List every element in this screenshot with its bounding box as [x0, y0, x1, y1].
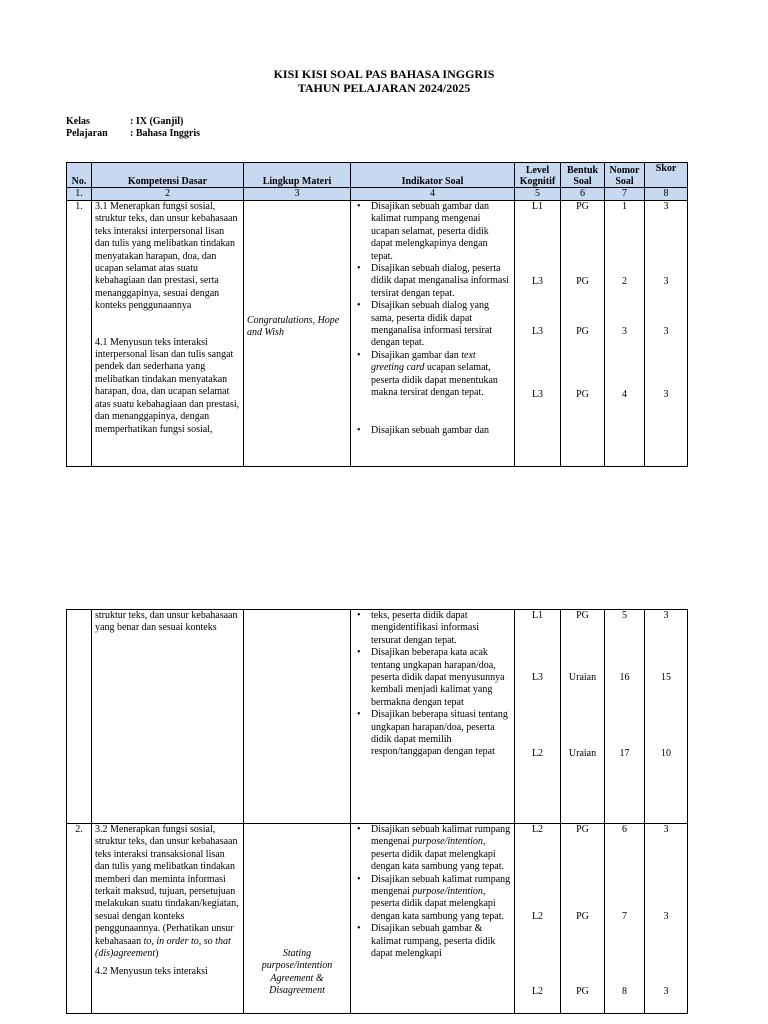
col-number: 8: [645, 188, 688, 201]
level-value: L1: [531, 201, 544, 212]
indikator-cell: [351, 824, 515, 1014]
level-value: L3: [531, 326, 544, 337]
skor-value: 15: [661, 672, 671, 683]
level-value: L3: [531, 672, 544, 683]
indikator-item: • Disajikan sebuah gambar dan kalimat rumpang mengenai ucapan selamat, peserta didik dapat melengkapinya dengan tepat.: [354, 201, 511, 263]
indikator-item: • Disajikan sebuah dialog, peserta didik dapat menganalisa informasi tersirat dengan tepat.: [354, 263, 511, 300]
bentuk-value: Uraian: [568, 672, 597, 683]
skor-value: 3: [663, 986, 669, 997]
nomor-soal-cell: [605, 201, 645, 467]
header-indikator-soal: Indikator Soal: [351, 163, 515, 188]
skor-value: 3: [663, 824, 669, 835]
indikator-item: • Disajikan beberapa kata acak tentang ungkapan harapan/doa, peserta didik dapat menyusunnya kembali menjadi kalimat yang bermakna dengan tepat: [354, 647, 511, 709]
col-number: 6: [561, 188, 605, 201]
header-nomor-soal: Nomor Soal: [605, 163, 645, 188]
bentuk-value: PG: [576, 610, 589, 621]
skor-value: 3: [663, 911, 669, 922]
header-skor: Skor: [645, 163, 688, 188]
document-title: KISI KISI SOAL PAS BAHASA INGGRIS: [273, 67, 495, 81]
indikator-item: • Disajikan beberapa situasi tentang ungkapan harapan/doa, peserta didik dapat memilih respon/tanggapan dengan tepat: [354, 709, 511, 759]
bentuk-value: PG: [576, 276, 589, 287]
column-number-row: [67, 188, 688, 201]
header-lingkup-materi: Lingkup Materi: [244, 163, 351, 188]
col-number: 3: [244, 188, 351, 201]
table-row: [67, 610, 688, 824]
header-no: No.: [67, 163, 92, 188]
nomor-value: 6: [622, 824, 627, 835]
skor-value: 3: [663, 201, 669, 212]
pelajaran-label: Pelajaran: [66, 128, 108, 139]
indikator-item: • Disajikan sebuah gambar dan: [354, 425, 511, 437]
indikator-item: • Disajikan sebuah kalimat rumpang mengenai purpose/intention, peserta didik dapat melengkapi dengan kata sambung yang tepat.: [354, 874, 511, 924]
table-row: [67, 201, 688, 467]
bentuk-soal-cell: [561, 824, 605, 1014]
col-number: 7: [605, 188, 645, 201]
level-value: L2: [531, 748, 544, 759]
level-value: L2: [531, 986, 544, 997]
header-level-kognitif: Level Kognitif: [515, 163, 561, 188]
nomor-value: 8: [622, 986, 627, 997]
nomor-value: 1: [622, 201, 627, 212]
kompetensi-dasar-cell: [92, 610, 244, 824]
indikator-cell: [351, 201, 515, 467]
indikator-item: • teks, peserta didik dapat mengidentifikasi informasi tersurat dengan tepat.: [354, 610, 511, 647]
nomor-soal-cell: [605, 824, 645, 1014]
nomor-value: 17: [619, 748, 630, 759]
level-value: L2: [531, 911, 544, 922]
nomor-value: 2: [622, 276, 627, 287]
kd-text: 3.2 Menerapkan fungsi sosial, struktur teks, dan unsur kebahasaan teks interaksi transaksional lisan dan tulis yang melibatkan tindakan memberi dan meminta informasi terkait maksud, tujuan, persetujuan melakukan suatu tindakan/kegiatan, sesuai dengan konteks penggunaannya. (Perhatikan unsur kebahasaan to, in order to, so that (dis)agreement): [95, 824, 239, 960]
level-value: L2: [531, 824, 544, 835]
kd-text: 4.2 Menyusun teks interaksi: [95, 966, 208, 978]
kd-text: struktur teks, dan unsur kebahasaan yang benar dan sesuai konteks: [95, 610, 238, 634]
row-number: 1.: [67, 201, 92, 467]
col-number: 4: [351, 188, 515, 201]
kd-text: 4.1 Menyusun teks interaksi interpersonal lisan dan tulis sangat pendek dan sederhana yang melibatkan tindakan menyatakan harapan, doa, dan ucapan selamat atas suatu kebahagiaan dan prestasi, dan menanggapinya, dengan memperhatikan fungsi sosial,: [95, 336, 240, 435]
bentuk-value: PG: [576, 824, 589, 835]
row-number: [67, 610, 92, 824]
header-kompetensi-dasar: Kompetensi Dasar: [92, 163, 244, 188]
skor-value: 10: [661, 748, 671, 759]
bentuk-value: PG: [576, 911, 589, 922]
nomor-value: 4: [622, 389, 627, 400]
nomor-value: 5: [622, 610, 627, 621]
skor-value: 3: [663, 389, 669, 400]
materi-text: Stating purpose/intention Agreement & Disagreement: [261, 948, 333, 997]
materi-text: Congratulations, Hope and Wish: [247, 315, 340, 339]
col-number: 2: [92, 188, 244, 201]
pelajaran-value: : Bahasa Inggris: [130, 128, 201, 139]
col-number: 5: [515, 188, 561, 201]
indikator-item: • Disajikan sebuah dialog yang sama, peserta didik dapat menganalisa informasi tersirat dengan tepat.: [354, 300, 511, 350]
nomor-value: 16: [619, 672, 630, 683]
skor-cell: [645, 610, 688, 824]
bentuk-value: PG: [576, 986, 589, 997]
skor-value: 3: [663, 326, 669, 337]
bentuk-soal-cell: [561, 201, 605, 467]
row-number: 2.: [67, 824, 92, 1014]
nomor-value: 7: [622, 911, 627, 922]
header-bentuk-soal: Bentuk Soal: [561, 163, 605, 188]
indikator-cell: [351, 610, 515, 824]
indikator-item: • Disajikan gambar dan text greeting card ucapan selamat, peserta didik dapat menentukan makna tersirat dengan tepat.: [354, 350, 511, 400]
nomor-soal-cell: [605, 610, 645, 824]
bentuk-value: PG: [576, 389, 589, 400]
indikator-item: • Disajikan sebuah gambar & kalimat rumpang, peserta didik dapat melengkapi: [354, 923, 511, 960]
table-row: [67, 824, 688, 1014]
kelas-label: Kelas: [66, 116, 90, 127]
skor-cell: [645, 824, 688, 1014]
document-subtitle: TAHUN PELAJARAN 2024/2025: [297, 81, 471, 95]
bentuk-value: Uraian: [568, 748, 597, 759]
level-kognitif-cell: [515, 201, 561, 467]
kompetensi-dasar-cell: [92, 824, 244, 1014]
lingkup-materi-cell: [244, 824, 351, 1014]
skor-cell: [645, 201, 688, 467]
bentuk-soal-cell: [561, 610, 605, 824]
meta-pelajaran: [66, 128, 200, 140]
level-value: L3: [531, 276, 544, 287]
level-value: L1: [531, 610, 544, 621]
lingkup-materi-cell: [244, 610, 351, 824]
bentuk-value: PG: [576, 326, 589, 337]
table-header-row: [67, 163, 688, 188]
meta-kelas: [66, 116, 183, 128]
kd-text: 3.1 Menerapkan fungsi sosial, struktur teks, dan unsur kebahasaan teks interaksi interpersonal lisan dan tulis yang melibatkan tindakan menyatakan harapan, doa, dan ucapan selamat atas suatu kebahagiaan dan prestasi, serta menanggapinya, sesuai dengan konteks penggunaannya: [95, 201, 238, 312]
bentuk-value: PG: [576, 201, 589, 212]
skor-value: 3: [663, 276, 669, 287]
level-kognitif-cell: [515, 610, 561, 824]
lingkup-materi-cell: [244, 201, 351, 467]
level-kognitif-cell: [515, 824, 561, 1014]
kisi-table-page-1: [66, 162, 688, 467]
kelas-value: : IX (Ganjil): [130, 116, 184, 127]
skor-value: 3: [663, 610, 669, 621]
level-value: L3: [531, 389, 544, 400]
kompetensi-dasar-cell: [92, 201, 244, 467]
nomor-value: 3: [622, 326, 627, 337]
indikator-item: • Disajikan sebuah kalimat rumpang mengenai purpose/intention, peserta didik dapat melengkapi dengan kata sambung yang tepat.: [354, 824, 511, 874]
col-number: 1.: [67, 188, 92, 201]
kisi-table-page-2: [66, 609, 688, 1014]
